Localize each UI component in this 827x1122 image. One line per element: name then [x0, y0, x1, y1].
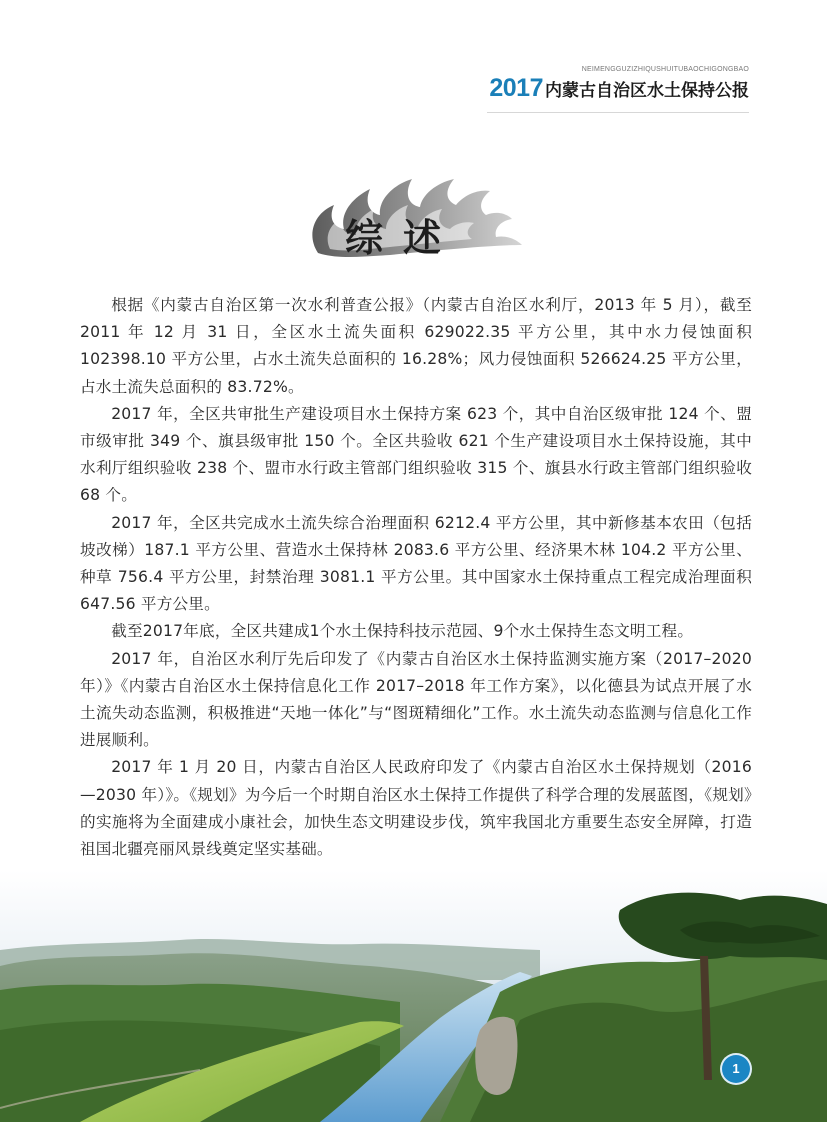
section-title: 综述 — [345, 215, 462, 260]
paragraph: 根据《内蒙古自治区第一次水利普查公报》（内蒙古自治区水利厅，2013 年 5 月），截至 2011 年 12 月 31 日，全区水土流失面积 629022.35 平方公里，其中水力侵蚀面积 102398.10 平方公里，占水土流失总面积的 16.28%；风力侵蚀面积 526624.25 平方公里，占水土流失总面积的 83.72%。 — [80, 296, 752, 396]
header-pinyin: NEIMENGGUZIZHIQUSHUITUBAOCHIGONGBAO — [581, 66, 749, 73]
page-header — [449, 64, 749, 108]
body-text — [80, 292, 752, 863]
header-title — [489, 74, 749, 103]
paragraph: 2017 年 1 月 20 日，内蒙古自治区人民政府印发了《内蒙古自治区水土保持规划（2016—2030 年）》。《规划》为今后一个时期自治区水土保持工作提供了科学合理的发展蓝图，《规划》的实施将为全面建成小康社会，加快生态文明建设步伐，筑牢我国北方重要生态安全屏障，打造祖国北疆亮丽风景线奠定坚实基础。 — [80, 758, 752, 859]
paragraph: 2017 年，全区共完成水土流失综合治理面积 6212.4 平方公里，其中新修基本农田（包括坡改梯）187.1 平方公里、营造水土保持林 2083.6 平方公里、经济果木林 104.2 平方公里、种草 756.4 平方公里，封禁治理 3081.1 平方公里。其中国家水土保持重点工程完成治理面积 647.56 平方公里。 — [80, 513, 752, 614]
header-name: 内蒙古自治区水土保持公报 — [545, 81, 749, 101]
landscape-photo — [0, 870, 827, 1122]
header-year: 2017 — [489, 74, 543, 102]
paragraph: 截至2017年底，全区共建成1个水土保持科技示范园、9个水土保持生态文明工程。 — [111, 622, 694, 641]
paragraph: 2017 年，全区共审批生产建设项目水土保持方案 623 个，其中自治区级审批 124 个、盟市级审批 349 个、旗县级审批 150 个。全区共验收 621 个生产建设项目水土保持设施，其中水利厅组织验收 238 个、盟市水行政主管部门组织验收 315 个、旗县水行政主管部门组织验收 68 个。 — [80, 404, 752, 505]
page-number-badge: 1 — [720, 1053, 752, 1085]
section-title-block — [300, 175, 530, 275]
paragraph: 2017 年，自治区水利厅先后印发了《内蒙古自治区水土保持监测实施方案（2017–2020 年）》《内蒙古自治区水土保持信息化工作 2017–2018 年工作方案》，以化德县为试点开展了水土流失动态监测，积极推进“天地一体化”与“图斑精细化”工作。水土流失动态监测与信息化工作进展顺利。 — [80, 649, 752, 750]
header-rule — [487, 112, 749, 113]
